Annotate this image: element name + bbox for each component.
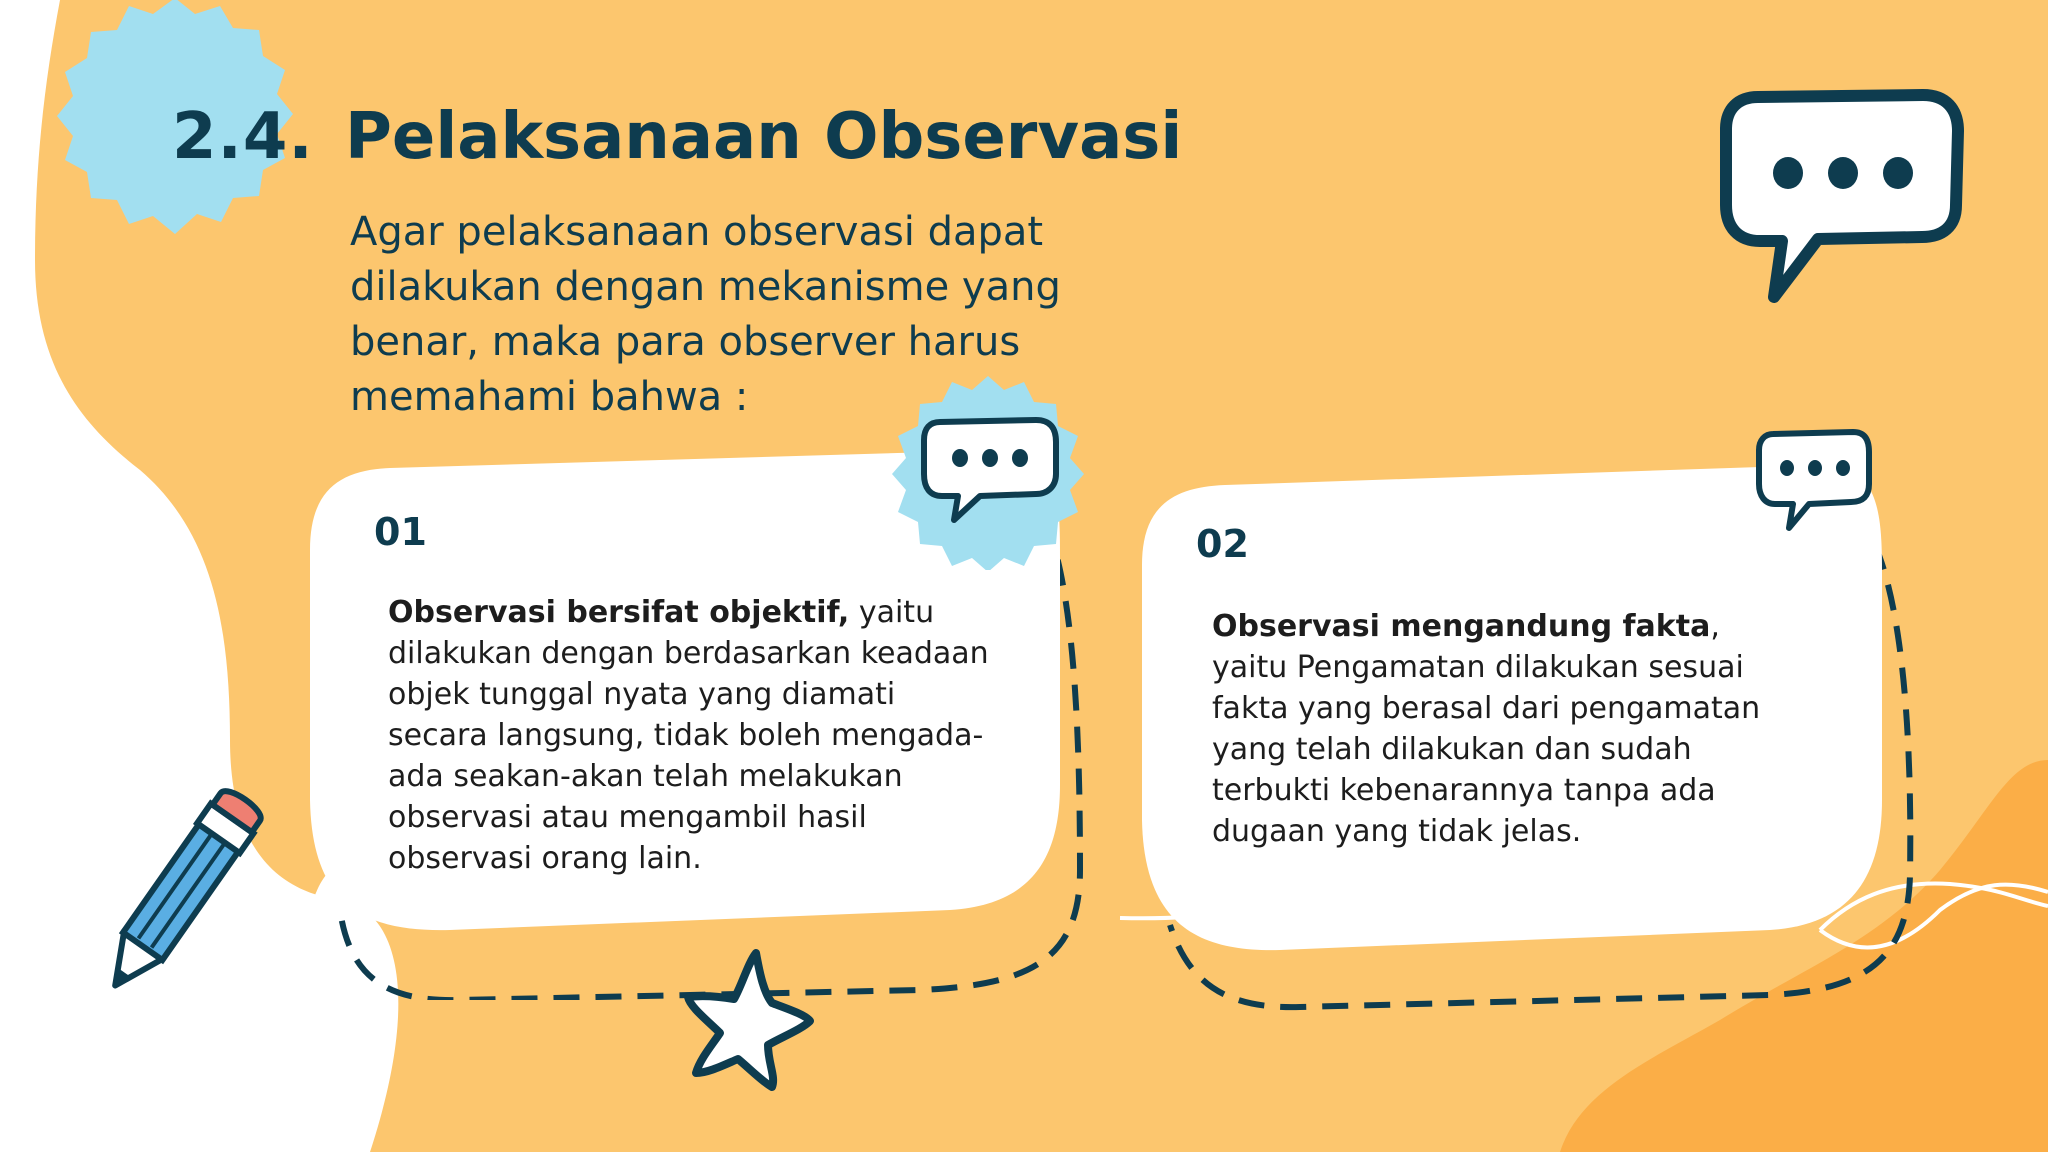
card-01-text: yaitu dilakukan dengan berdasarkan keadaan objek tunggal nyata yang diamati secara langsung, tidak boleh mengada-ada seakan-akan telah melakukan observasi atau mengambil hasil observasi orang lain. <box>388 595 989 876</box>
star-icon <box>668 945 818 1095</box>
section-number: 2.4. <box>172 100 314 174</box>
card-02-number: 02 <box>1196 522 1249 566</box>
pencil-icon <box>80 768 280 1018</box>
intro-text: Agar pelaksanaan observasi dapat dilakukan dengan mekanisme yang benar, maka para observer harus memahami bahwa : <box>350 209 1061 420</box>
page-title: Pelaksanaan Observasi <box>345 100 1183 174</box>
card-02-text: , yaitu Pengamatan dilakukan sesuai fakta yang berasal dari pengamatan yang telah dilakukan dan sudah terbukti kebenarannya tanpa ada dugaan yang tidak jelas. <box>1212 609 1761 849</box>
speech-bubble-icon <box>1718 85 1968 305</box>
card-01-body <box>388 592 998 879</box>
card-02-body <box>1212 606 1792 852</box>
card-01-heading: Observasi bersifat objektif, <box>388 595 850 630</box>
card-02-heading: Observasi mengandung fakta <box>1212 609 1711 644</box>
speech-bubble-card2-icon <box>1755 428 1875 533</box>
card-01-number: 01 <box>374 510 427 554</box>
